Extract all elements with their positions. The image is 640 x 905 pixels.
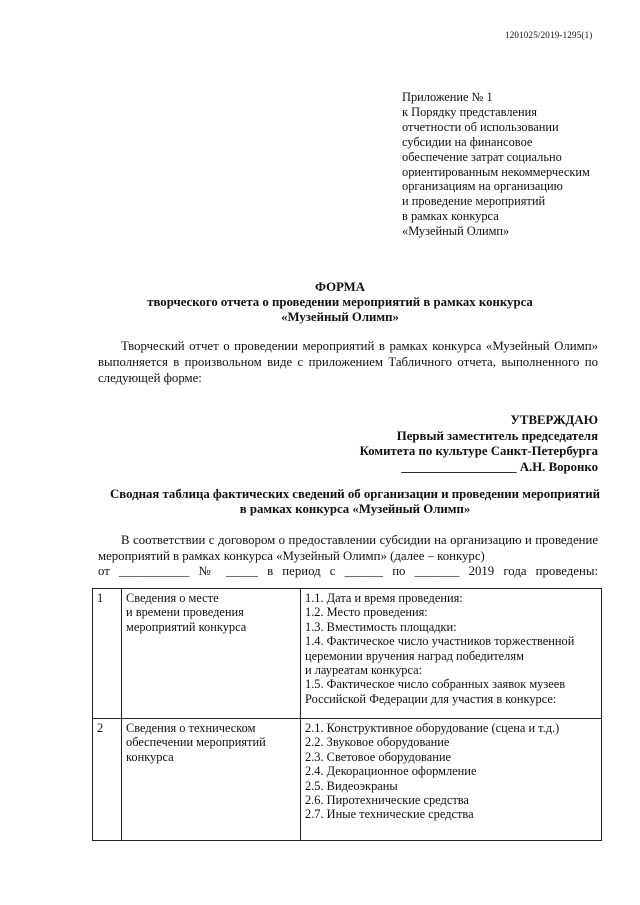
description-line: и времени проведения (126, 605, 244, 620)
appendix-block (402, 90, 590, 239)
approval-committee: Комитета по культуре Санкт-Петербурга (359, 444, 598, 458)
item-line: 1.1. Дата и время проведения: (305, 591, 463, 605)
summary-title-line: Сводная таблица фактических сведений об организации и проведении мероприятий (110, 487, 600, 501)
document-id: 1201025/2019-1295(1) (505, 30, 593, 40)
description-line: мероприятий конкурса (126, 619, 247, 634)
description-line: обеспечении мероприятий (126, 735, 266, 750)
contract-period-line: от ___________ № _____ в период с ______ по _______ 2019 года проведены: (98, 564, 598, 578)
item-line: 2.6. Пиротехнические средства (305, 793, 469, 808)
appendix-line: субсидии на финансовое (402, 134, 533, 149)
appendix-line: к Порядку представления (402, 104, 537, 119)
intro-paragraph: Творческий отчет о проведении мероприятий в рамках конкурса «Музейный Олимп» выполняется в произвольном виде с приложением Табличного отчета, выполненного по следующей форме: (98, 339, 598, 385)
item-line: и лауреатам конкурса: (305, 663, 423, 678)
appendix-line: в рамках конкурса (402, 209, 499, 224)
item-line: 1.5. Фактическое число собранных заявок музеев (305, 677, 566, 692)
item-line: 2.3. Световое оборудование (305, 749, 451, 764)
appendix-line: организациям на организацию (402, 179, 563, 194)
summary-table (92, 588, 602, 841)
appendix-line: ориентированным некоммерческим (402, 164, 590, 179)
item-line: 1.3. Вместимость площадки: (305, 619, 457, 634)
description-line: Сведения о месте (126, 591, 219, 605)
appendix-line: обеспечение затрат социально (402, 149, 562, 164)
row-description (122, 719, 301, 841)
item-line: 1.2. Место проведения: (305, 605, 428, 620)
item-line: 2.4. Декорационное оформление (305, 764, 477, 779)
row-number: 1 (93, 589, 122, 719)
summary-title-line: в рамках конкурса «Музейный Олимп» (239, 502, 471, 516)
contract-text: В соответствии с договором о предоставлении субсидии на организацию и проведение мероприятий в рамках конкурса «Музейный Олимп» (далее – конкурс) (98, 533, 598, 563)
form-title-heading: ФОРМА (315, 280, 365, 294)
item-line: 2.7. Иные технические средства (305, 807, 474, 822)
approval-position: Первый заместитель председателя (396, 428, 598, 443)
item-line: 2.2. Звуковое оборудование (305, 735, 450, 750)
item-line: Российской Федерации для участия в конкурсе: (305, 691, 557, 706)
item-line: 1.4. Фактическое число участников торжественной (305, 634, 575, 649)
appendix-line: и проведение мероприятий (402, 194, 546, 209)
description-line: конкурса (126, 749, 174, 764)
table-row (93, 589, 602, 719)
form-title-contest: «Музейный Олимп» (281, 310, 399, 324)
approval-signature: __________________ А.Н. Воронко (401, 459, 598, 474)
approval-heading: УТВЕРЖДАЮ (510, 413, 598, 427)
item-line: церемонии вручения наград победителям (305, 648, 524, 663)
row-items (301, 719, 602, 841)
row-items (301, 589, 602, 719)
item-line: 2.5. Видеоэкраны (305, 778, 398, 793)
form-title (60, 280, 620, 325)
approval-block (340, 413, 598, 475)
summary-table-title (80, 487, 630, 517)
table-row (93, 719, 602, 841)
form-title-subtitle: творческого отчета о проведении мероприятий в рамках конкурса (147, 295, 533, 309)
appendix-line: Приложение № 1 (402, 90, 493, 104)
item-line: 2.1. Конструктивное оборудование (сцена и т.д.) (305, 721, 560, 735)
description-line: Сведения о техническом (126, 721, 256, 735)
contract-paragraph (98, 533, 598, 580)
row-number: 2 (93, 719, 122, 841)
appendix-line: отчетности об использовании (402, 119, 559, 134)
row-description (122, 589, 301, 719)
appendix-line: «Музейный Олимп» (402, 224, 510, 239)
